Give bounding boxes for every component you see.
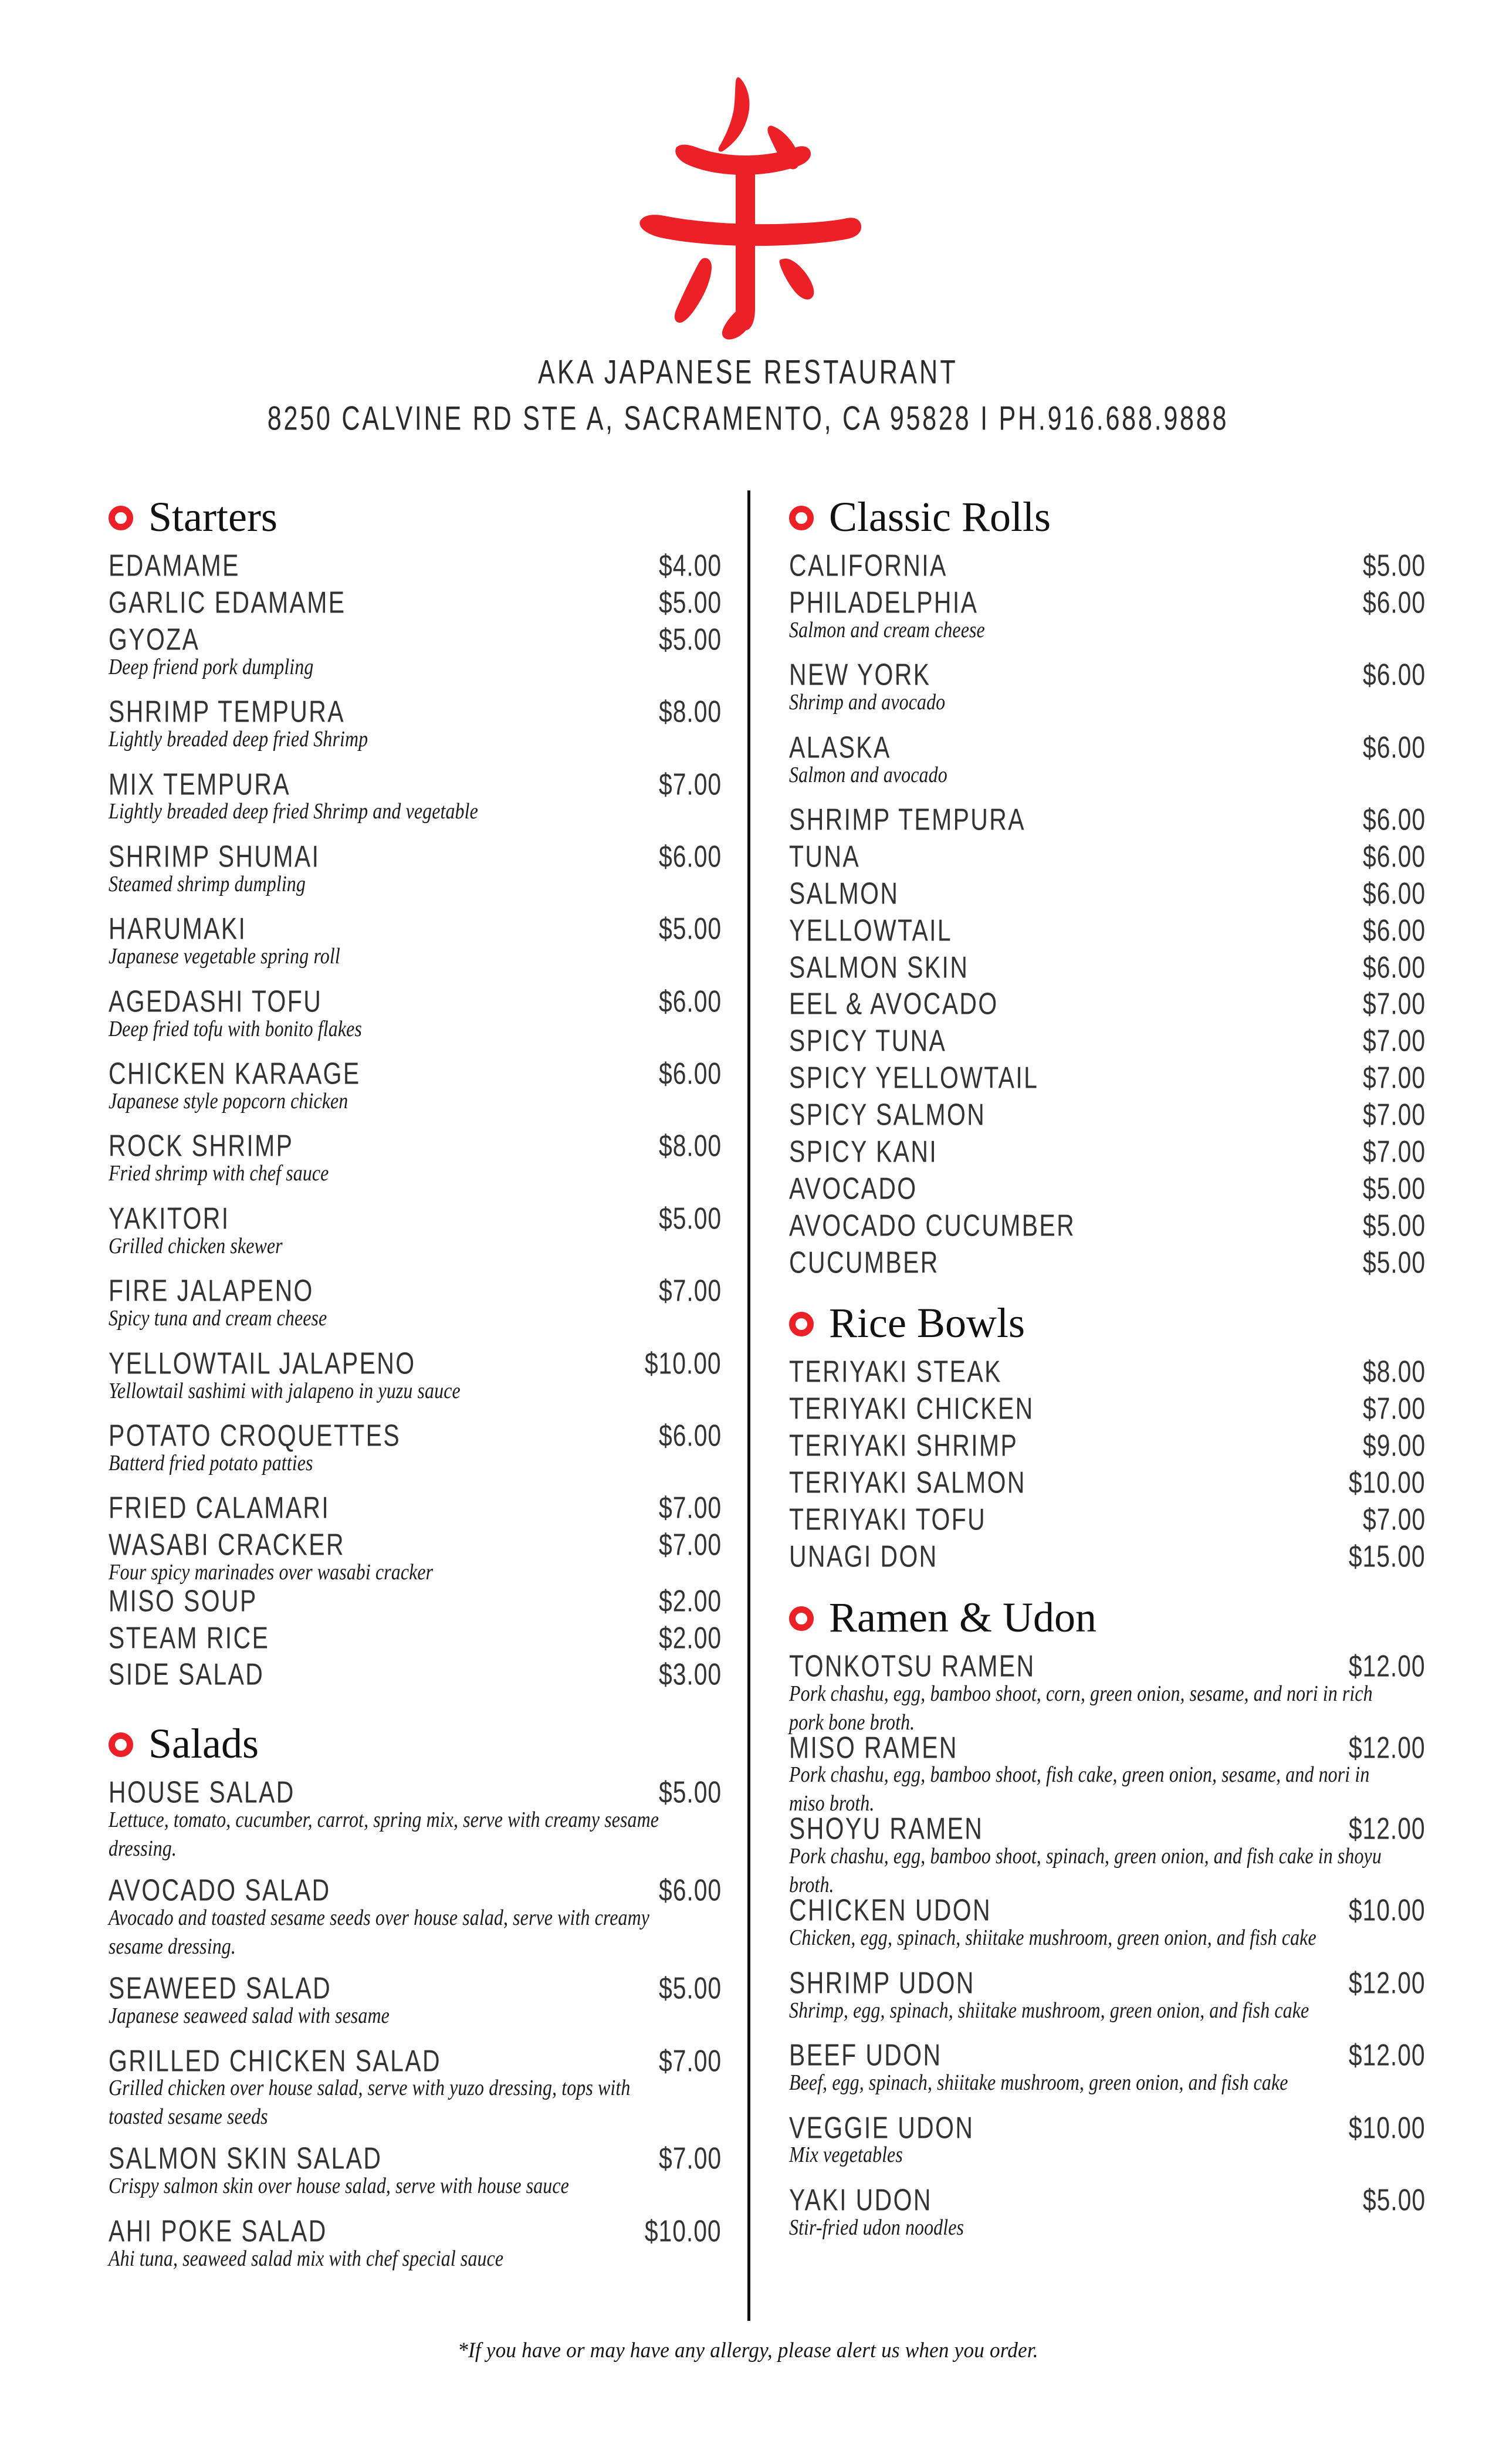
item-name: SPICY SALMON — [789, 1098, 986, 1132]
item-description: Chicken, egg, spinach, shiitake mushroom, green onion, and fish cake — [789, 1925, 1316, 1951]
item-name: SPICY TUNA — [789, 1024, 947, 1058]
section-heading-classic-rolls — [789, 493, 1426, 540]
section-heading-starters — [109, 493, 722, 540]
item-name: YELLOWTAIL — [789, 913, 953, 947]
item-price: $7.00 — [1362, 1061, 1426, 1095]
item-name: CALIFORNIA — [789, 549, 947, 583]
allergy-footnote: *If you have or may have any allergy, please alert us when you order. — [458, 2338, 1038, 2363]
item-description: Four spicy marinades over wasabi cracker — [109, 1560, 434, 1585]
menu-item[interactable] — [109, 2141, 722, 2199]
menu-item[interactable] — [789, 1539, 1426, 1574]
menu-item[interactable] — [789, 1061, 1426, 1095]
menu-item[interactable] — [109, 2214, 722, 2271]
menu-item[interactable] — [789, 1730, 1426, 1816]
item-name: HARUMAKI — [109, 912, 247, 946]
item-name: AVOCADO — [789, 1172, 918, 1206]
item-name: NEW YORK — [789, 658, 931, 692]
item-name: TONKOTSU RAMEN — [789, 1649, 1035, 1683]
item-price: $6.00 — [1362, 730, 1426, 764]
item-price: $6.00 — [1362, 658, 1426, 692]
menu-item[interactable] — [109, 585, 722, 620]
menu-item[interactable] — [109, 1346, 722, 1403]
item-name: EEL & AVOCADO — [789, 987, 999, 1021]
menu-item[interactable] — [109, 984, 722, 1041]
item-name: SPICY YELLOWTAIL — [789, 1061, 1039, 1095]
item-price: $7.00 — [658, 1491, 722, 1525]
item-name: SPICY KANI — [789, 1135, 938, 1169]
item-description: Japanese seaweed salad with sesame — [109, 2003, 390, 2028]
item-name: AVOCADO CUCUMBER — [789, 1209, 1076, 1243]
item-name: SIDE SALAD — [109, 1657, 265, 1692]
restaurant-name: AKA JAPANESE RESTAURANT — [538, 353, 958, 391]
item-price: $7.00 — [1362, 1024, 1426, 1058]
item-name: TERIYAKI STEAK — [789, 1355, 1002, 1389]
menu-item[interactable] — [789, 1502, 1426, 1537]
item-price: $5.00 — [658, 1201, 722, 1236]
item-description: Yellowtail sashimi with jalapeno in yuzu sauce — [109, 1378, 461, 1403]
item-price: $2.00 — [658, 1620, 722, 1655]
item-name: ROCK SHRIMP — [109, 1129, 294, 1163]
item-description: Lettuce, tomato, cucumber, carrot, spring mix, serve with creamy sesame dressing. — [109, 1808, 659, 1861]
menu-item[interactable] — [789, 1812, 1426, 1897]
item-name: YAKI UDON — [789, 2183, 932, 2218]
item-price: $6.00 — [1362, 950, 1426, 984]
item-description: Japanese style popcorn chicken — [109, 1089, 348, 1113]
menu-item[interactable] — [789, 1098, 1426, 1132]
item-price: $6.00 — [658, 1419, 722, 1453]
item-price: $12.00 — [1349, 1966, 1426, 2001]
circle-bullet-icon — [109, 506, 133, 530]
menu-item[interactable] — [109, 1528, 722, 1585]
item-name: SHRIMP TEMPURA — [109, 695, 345, 729]
item-name: CUCUMBER — [789, 1245, 939, 1280]
item-price: $7.00 — [658, 767, 722, 801]
menu-item[interactable] — [789, 1209, 1426, 1243]
item-price: $5.00 — [1362, 1172, 1426, 1206]
item-price: $5.00 — [1362, 549, 1426, 583]
menu-item[interactable] — [789, 1966, 1426, 2023]
item-name: SHRIMP TEMPURA — [789, 803, 1025, 837]
item-price: $7.00 — [1362, 987, 1426, 1021]
item-description: Deep friend pork dumpling — [109, 654, 314, 679]
menu-item[interactable] — [789, 2038, 1426, 2095]
item-price: $3.00 — [658, 1657, 722, 1692]
menu-item[interactable] — [789, 1355, 1426, 1389]
menu-item[interactable] — [789, 549, 1426, 583]
menu-item[interactable] — [789, 876, 1426, 911]
menu-item[interactable] — [109, 1620, 722, 1655]
section-heading-ramen-udon — [789, 1593, 1426, 1641]
item-description: Salmon and avocado — [789, 762, 947, 787]
menu-item[interactable] — [789, 1392, 1426, 1426]
starters-item-list — [109, 549, 722, 1692]
circle-bullet-icon — [789, 1606, 814, 1631]
item-price: $8.00 — [658, 1129, 722, 1163]
item-name: UNAGI DON — [789, 1539, 938, 1574]
menu-item[interactable] — [789, 1245, 1426, 1280]
restaurant-address: 8250 CALVINE RD STE A, SACRAMENTO, CA 95828 I PH.916.688.9888 — [267, 399, 1229, 437]
item-name: VEGGIE UDON — [789, 2110, 974, 2145]
menu-item[interactable] — [109, 1491, 722, 1525]
item-name: AHI POKE SALAD — [109, 2214, 327, 2249]
item-price: $6.00 — [1362, 803, 1426, 837]
item-description: Crispy salmon skin over house salad, serve with house sauce — [109, 2174, 569, 2199]
item-price: $6.00 — [1362, 876, 1426, 911]
item-price: $9.00 — [1362, 1429, 1426, 1463]
menu-item[interactable] — [109, 695, 722, 752]
item-price: $6.00 — [658, 1057, 722, 1091]
item-description: Pork chashu, egg, bamboo shoot, spinach, green onion, and fish cake in shoyu broth. — [789, 1844, 1382, 1897]
section-title: Classic Rolls — [829, 493, 1051, 540]
menu-item[interactable] — [109, 1201, 722, 1258]
menu-item[interactable] — [789, 730, 1426, 787]
item-price: $7.00 — [1362, 1392, 1426, 1426]
section-title: Starters — [148, 493, 277, 540]
item-name: GRILLED CHICKEN SALAD — [109, 2043, 441, 2078]
item-name: SHOYU RAMEN — [789, 1812, 984, 1846]
menu-item[interactable] — [789, 2183, 1426, 2240]
menu-item[interactable] — [109, 1274, 722, 1331]
item-name: TERIYAKI SHRIMP — [789, 1429, 1018, 1463]
item-price: $7.00 — [1362, 1135, 1426, 1169]
menu-item[interactable] — [109, 2043, 722, 2129]
item-name: SEAWEED SALAD — [109, 1971, 332, 2006]
item-name: SALMON SKIN SALAD — [109, 2141, 383, 2176]
item-name: HOUSE SALAD — [109, 1775, 295, 1810]
item-price: $10.00 — [1349, 2110, 1426, 2145]
menu-item[interactable] — [789, 1429, 1426, 1463]
menu-item[interactable] — [789, 803, 1426, 837]
item-price: $8.00 — [658, 695, 722, 729]
item-name: AGEDASHI TOFU — [109, 984, 323, 1018]
item-name: CHICKEN KARAAGE — [109, 1057, 361, 1091]
item-name: GARLIC EDAMAME — [109, 585, 346, 620]
item-name: GYOZA — [109, 622, 200, 656]
item-price: $5.00 — [658, 622, 722, 656]
item-name: CHICKEN UDON — [789, 1893, 992, 1928]
item-description: Lightly breaded deep fried Shrimp and vegetable — [109, 799, 478, 824]
menu-item[interactable] — [109, 1657, 722, 1692]
item-description: Batterd fried potato patties — [109, 1451, 313, 1475]
item-price: $5.00 — [1362, 1209, 1426, 1243]
item-name: MISO RAMEN — [789, 1730, 958, 1765]
menu-item[interactable] — [109, 1584, 722, 1618]
item-price: $8.00 — [1362, 1355, 1426, 1389]
menu-item[interactable] — [109, 1775, 722, 1861]
menu-item[interactable] — [109, 549, 722, 583]
menu-item[interactable] — [109, 912, 722, 969]
menu-item[interactable] — [789, 840, 1426, 874]
item-description: Avocado and toasted sesame seeds over house salad, serve with creamy sesame dressing. — [109, 1905, 650, 1959]
item-price: $5.00 — [658, 1971, 722, 2006]
item-price: $7.00 — [1362, 1098, 1426, 1132]
item-price: $6.00 — [658, 1873, 722, 1908]
kanji-aka-icon — [625, 72, 871, 348]
circle-bullet-icon — [109, 1732, 133, 1757]
item-name: TERIYAKI TOFU — [789, 1502, 987, 1537]
salads-item-list — [109, 1775, 722, 2271]
right-column — [789, 493, 1426, 2240]
item-name: ALASKA — [789, 730, 891, 764]
circle-bullet-icon — [789, 506, 814, 530]
menu-item[interactable] — [109, 1971, 722, 2028]
menu-item[interactable] — [789, 1893, 1426, 1951]
menu-item[interactable] — [109, 622, 722, 679]
menu-item[interactable] — [109, 767, 722, 824]
menu-item[interactable] — [789, 658, 1426, 715]
item-price: $6.00 — [1362, 840, 1426, 874]
item-description: Spicy tuna and cream cheese — [109, 1306, 327, 1331]
menu-item[interactable] — [109, 1057, 722, 1113]
item-price: $12.00 — [1349, 1730, 1426, 1765]
item-description: Salmon and cream cheese — [789, 618, 985, 642]
item-price: $6.00 — [1362, 913, 1426, 947]
ramen-udon-item-list — [789, 1649, 1426, 2240]
menu-item[interactable] — [789, 1024, 1426, 1058]
left-column — [109, 493, 722, 2271]
menu-item[interactable] — [789, 2110, 1426, 2168]
item-name: SHRIMP SHUMAI — [109, 840, 320, 874]
item-name: WASABI CRACKER — [109, 1528, 345, 1562]
item-description: Shrimp and avocado — [789, 690, 946, 715]
section-title: Salads — [148, 1720, 259, 1768]
item-name: YELLOWTAIL JALAPENO — [109, 1346, 416, 1380]
item-name: YAKITORI — [109, 1201, 230, 1236]
classic-rolls-item-list — [789, 549, 1426, 1280]
section-heading-rice-bowls — [789, 1299, 1426, 1347]
item-description: Pork chashu, egg, bamboo shoot, fish cake, green onion, sesame, and nori in miso broth. — [789, 1762, 1370, 1816]
item-name: FIRE JALAPENO — [109, 1274, 314, 1308]
item-description: Fried shrimp with chef sauce — [109, 1161, 329, 1186]
item-description: Steamed shrimp dumpling — [109, 872, 306, 896]
menu-item[interactable] — [109, 1129, 722, 1186]
item-description: Grilled chicken skewer — [109, 1234, 283, 1258]
circle-bullet-icon — [789, 1312, 814, 1336]
item-price: $12.00 — [1349, 1649, 1426, 1683]
item-name: EDAMAME — [109, 549, 240, 583]
menu-item[interactable] — [789, 585, 1426, 642]
item-price: $5.00 — [1362, 1245, 1426, 1280]
item-name: AVOCADO SALAD — [109, 1873, 331, 1908]
section-title: Ramen & Udon — [829, 1593, 1096, 1641]
item-name: SALMON — [789, 876, 899, 911]
menu-item[interactable] — [789, 1465, 1426, 1500]
item-price: $12.00 — [1349, 2038, 1426, 2073]
item-name: TUNA — [789, 840, 861, 874]
item-name: FRIED CALAMARI — [109, 1491, 330, 1525]
menu-item[interactable] — [789, 1649, 1426, 1735]
menu-item[interactable] — [789, 913, 1426, 947]
item-price: $10.00 — [1349, 1893, 1426, 1928]
item-description: Ahi tuna, seaweed salad mix with chef special sauce — [109, 2246, 504, 2271]
menu-item[interactable] — [789, 950, 1426, 984]
item-price: $5.00 — [658, 1775, 722, 1810]
item-description: Deep fried tofu with bonito flakes — [109, 1016, 362, 1041]
item-price: $5.00 — [1362, 2183, 1426, 2218]
menu-item[interactable] — [109, 1419, 722, 1475]
menu-item[interactable] — [789, 1135, 1426, 1169]
item-price: $7.00 — [658, 1528, 722, 1562]
item-price: $2.00 — [658, 1584, 722, 1618]
item-name: SHRIMP UDON — [789, 1966, 975, 2001]
item-price: $6.00 — [658, 840, 722, 874]
item-name: BEEF UDON — [789, 2038, 942, 2073]
menu-item[interactable] — [789, 1172, 1426, 1206]
item-price: $5.00 — [658, 912, 722, 946]
item-description: Mix vegetables — [789, 2143, 903, 2168]
section-heading-salads — [109, 1720, 722, 1768]
item-name: STEAM RICE — [109, 1620, 270, 1655]
item-description: Pork chashu, egg, bamboo shoot, corn, green onion, sesame, and nori in rich pork bone broth. — [789, 1681, 1373, 1735]
section-title: Rice Bowls — [829, 1299, 1025, 1347]
item-name: MIX TEMPURA — [109, 767, 291, 801]
menu-header — [0, 0, 1496, 437]
item-description: Lightly breaded deep fried Shrimp — [109, 727, 368, 752]
item-description: Stir-fried udon noodles — [789, 2215, 964, 2240]
menu-item[interactable] — [109, 840, 722, 896]
item-price: $7.00 — [658, 1274, 722, 1308]
item-name: POTATO CROQUETTES — [109, 1419, 401, 1453]
item-price: $6.00 — [1362, 585, 1426, 620]
item-price: $6.00 — [658, 984, 722, 1018]
item-name: MISO SOUP — [109, 1584, 258, 1618]
item-name: SALMON SKIN — [789, 950, 969, 984]
item-price: $10.00 — [645, 2214, 722, 2249]
menu-item[interactable] — [109, 1873, 722, 1959]
item-price: $7.00 — [1362, 1502, 1426, 1537]
item-description: Grilled chicken over house salad, serve with yuzo dressing, tops with toasted sesame seeds — [109, 2076, 631, 2129]
item-price: $7.00 — [658, 2043, 722, 2078]
item-price: $4.00 — [658, 549, 722, 583]
item-price: $10.00 — [645, 1346, 722, 1380]
item-description: Shrimp, egg, spinach, shiitake mushroom, green onion, and fish cake — [789, 1998, 1309, 2023]
item-name: TERIYAKI SALMON — [789, 1465, 1026, 1500]
item-price: $15.00 — [1349, 1539, 1426, 1574]
item-price: $7.00 — [658, 2141, 722, 2176]
item-name: PHILADELPHIA — [789, 585, 979, 620]
item-description: Beef, egg, spinach, shiitake mushroom, green onion, and fish cake — [789, 2070, 1288, 2095]
column-divider — [747, 490, 750, 2321]
item-price: $12.00 — [1349, 1812, 1426, 1846]
item-description: Japanese vegetable spring roll — [109, 944, 340, 969]
item-price: $10.00 — [1349, 1465, 1426, 1500]
item-price: $5.00 — [658, 585, 722, 620]
rice-bowls-item-list — [789, 1355, 1426, 1574]
item-name: TERIYAKI CHICKEN — [789, 1392, 1034, 1426]
menu-item[interactable] — [789, 987, 1426, 1021]
aka-logo — [0, 63, 1496, 357]
